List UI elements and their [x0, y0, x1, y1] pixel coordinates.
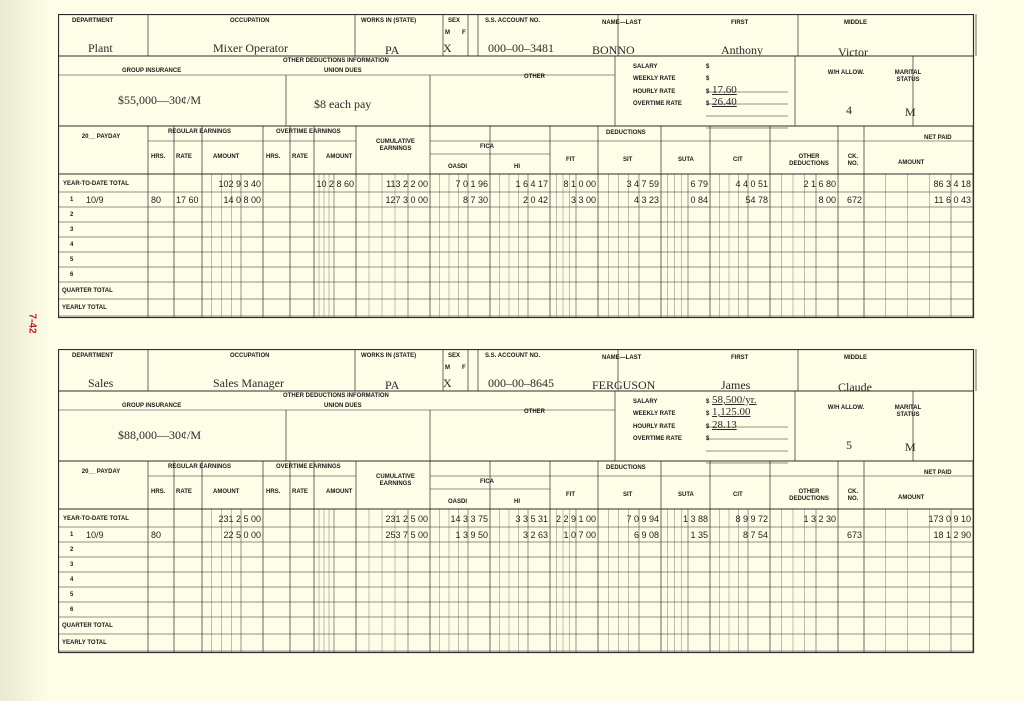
dollar-sign: $ [706, 411, 710, 417]
sex-f-label: F [462, 30, 466, 36]
first-label: FIRST [731, 355, 749, 361]
other-deductions-label: OTHER DEDUCTIONS [789, 154, 829, 167]
ss-label: S.S. ACCOUNT NO. [485, 353, 541, 359]
net-paid-label: NET PAID [924, 470, 952, 476]
dollar-sign: $ [706, 399, 710, 405]
salary-label: SALARY [633, 64, 658, 70]
ytd-total-label: YEAR-TO-DATE TOTAL [63, 516, 129, 522]
sex-mark: X [443, 376, 452, 390]
payday-label: 20__ PAYDAY [81, 134, 121, 140]
amount-label: AMOUNT [213, 154, 240, 160]
row1-oasdi: 1 3 9 50 [455, 530, 488, 540]
marital-status-label: MARITAL STATUS [894, 70, 922, 83]
oasdi-label: OASDI [448, 499, 468, 505]
ytd-ot-amount: 10 2 8 60 [316, 179, 354, 189]
occupation-value: Sales Manager [213, 376, 284, 390]
ytd-fit: 2 2 9 1 00 [555, 514, 596, 524]
row-number-6: 6 [70, 607, 74, 613]
earnings-record-card-1 [58, 14, 980, 319]
dollar-sign: $ [706, 76, 710, 82]
sit-label: SIT [623, 492, 633, 498]
fica-label: FICA [480, 479, 494, 485]
group-insurance-label: GROUP INSURANCE [122, 68, 182, 74]
hourly-rate-value: 28.13 [712, 419, 737, 431]
ytd-cumulative: 231 2 5 00 [385, 514, 428, 524]
row1-cumulative: 253 7 5 00 [385, 530, 428, 540]
group-insurance-value: $55,000—30¢/M [118, 93, 202, 107]
overtime-rate-label: OVERTIME RATE [633, 436, 682, 442]
occupation-label: OCCUPATION [230, 18, 270, 24]
department-value: Sales [88, 376, 114, 390]
row1-sit: 6 9 08 [633, 530, 659, 540]
row1-ck: 672 [846, 195, 862, 205]
dollar-sign: $ [706, 101, 710, 107]
occupation-label: OCCUPATION [230, 353, 270, 359]
ytd-cumulative: 113 2 2 00 [386, 179, 428, 189]
payday-label: 20__ PAYDAY [81, 469, 121, 475]
row-number-2: 2 [70, 212, 74, 218]
works-in-value: PA [385, 378, 400, 392]
row-number-3: 3 [70, 227, 74, 233]
salary-label: SALARY [633, 399, 658, 405]
net-amount-label: AMOUNT [898, 160, 925, 166]
row1-fit: 3 3 00 [570, 195, 596, 205]
hourly-rate-label: HOURLY RATE [633, 89, 676, 95]
sex-m-label: M [445, 365, 450, 371]
marital-status-value: M [905, 105, 916, 119]
dollar-sign: $ [706, 89, 710, 95]
union-dues-label: UNION DUES [324, 403, 362, 409]
group-insurance-label: GROUP INSURANCE [122, 403, 182, 409]
net-amount-label: AMOUNT [898, 495, 925, 501]
row1-reg-amount: 22 5 0 00 [223, 530, 261, 540]
ck-no-label: CK. NO. [847, 489, 859, 502]
ytd-cit: 8 9 9 72 [735, 514, 768, 524]
row1-cumulative: 127 3 0 00 [385, 195, 428, 205]
overtime-rate-label: OVERTIME RATE [633, 101, 682, 107]
hi-label: HI [514, 164, 520, 170]
hrs-label: HRS. [151, 154, 166, 160]
row1-fit: 1 0 7 00 [563, 530, 596, 540]
cit-label: CIT [733, 157, 743, 163]
fit-label: FIT [566, 492, 575, 498]
ytd-total-label: YEAR-TO-DATE TOTAL [63, 181, 129, 187]
cumulative-earnings-label: CUMULATIVE EARNINGS [376, 139, 415, 152]
ot-hrs-label: HRS. [266, 489, 281, 495]
row-number-1: 1 [70, 197, 74, 203]
quarter-total-label: QUARTER TOTAL [62, 288, 113, 294]
other-label: OTHER [524, 74, 545, 80]
row1-rate: 17 60 [176, 195, 199, 205]
middle-label: MIDDLE [844, 20, 867, 26]
rate-label: RATE [176, 154, 192, 160]
marital-status-label: MARITAL STATUS [894, 405, 922, 418]
fit-label: FIT [566, 157, 575, 163]
row1-ck: 673 [846, 530, 862, 540]
suta-label: SUTA [678, 492, 694, 498]
ytd-oasdi: 14 3 3 75 [450, 514, 488, 524]
row-number-4: 4 [70, 577, 74, 583]
row-number-4: 4 [70, 242, 74, 248]
row1-hrs: 80 [151, 530, 162, 540]
fica-label: FICA [480, 144, 494, 150]
union-dues-value: $8 each pay [314, 97, 372, 111]
row1-payday: 10/9 [86, 195, 104, 205]
row-number-5: 5 [70, 592, 74, 598]
cit-label: CIT [733, 492, 743, 498]
yearly-total-label: YEARLY TOTAL [62, 305, 107, 311]
row-number-5: 5 [70, 257, 74, 263]
regular-earnings-label: REGULAR EARNINGS [168, 464, 232, 470]
hourly-rate-label: HOURLY RATE [633, 424, 676, 430]
row1-reg-amount: 14 0 8 00 [223, 195, 261, 205]
deductions-label: DEDUCTIONS [606, 130, 646, 136]
last-name-value: BONNO [592, 43, 635, 57]
ytd-sit: 7 0 9 94 [626, 514, 659, 524]
first-label: FIRST [731, 20, 749, 26]
ot-rate-label: RATE [292, 489, 308, 495]
salary-value: 58,500/yr. [712, 394, 757, 406]
other-label: OTHER [524, 409, 545, 415]
row1-net: 18 1 2 90 [933, 530, 971, 540]
occupation-value: Mixer Operator [213, 41, 288, 55]
row-number-1: 1 [70, 532, 74, 538]
row-number-2: 2 [70, 547, 74, 553]
weekly-rate-label: WEEKLY RATE [633, 76, 676, 82]
wh-allow-value: 5 [846, 438, 852, 452]
earnings-record-card-2 [58, 349, 980, 654]
weekly-rate-label: WEEKLY RATE [633, 411, 676, 417]
group-insurance-value: $88,000—30¢/M [118, 428, 202, 442]
row1-hi: 3 2 63 [522, 530, 548, 540]
row1-suta: 1 35 [690, 530, 708, 540]
sex-mark: X [443, 41, 452, 55]
row1-net: 11 6 0 43 [934, 195, 971, 205]
row1-hi: 2 0 42 [522, 195, 548, 205]
ytd-hi: 1 6 4 17 [515, 179, 548, 189]
row1-other-ded: 8 00 [818, 195, 836, 205]
ck-no-label: CK. NO. [847, 154, 859, 167]
hi-label: HI [514, 499, 520, 505]
ot-amount-label: AMOUNT [326, 154, 353, 160]
row1-cit: 8 7 54 [742, 530, 768, 540]
ot-rate-label: RATE [292, 154, 308, 160]
hrs-label: HRS. [151, 489, 166, 495]
page-tab-label: 7-42 [26, 313, 38, 334]
ytd-oasdi: 7 0 1 96 [455, 179, 488, 189]
regular-earnings-label: REGULAR EARNINGS [168, 129, 232, 135]
middle-label: MIDDLE [844, 355, 867, 361]
ss-value: 000–00–3481 [488, 41, 554, 55]
deductions-label: DEDUCTIONS [606, 465, 646, 471]
hourly-rate-value: 17.60 [712, 84, 737, 96]
ytd-reg-amount: 102 9 3 40 [218, 179, 261, 189]
overtime-rate-value: 26.40 [712, 96, 737, 108]
ytd-suta: 6 79 [690, 179, 708, 189]
ytd-other-ded: 1 3 2 30 [803, 514, 836, 524]
wh-allow-label: W/H ALLOW. [827, 70, 865, 76]
oasdi-label: OASDI [448, 164, 468, 170]
works-in-label: WORKS IN (STATE) [361, 353, 417, 359]
works-in-value: PA [385, 43, 400, 57]
row1-oasdi: 8 7 30 [462, 195, 488, 205]
ytd-suta: 1 3 88 [682, 514, 708, 524]
ytd-cit: 4 4 0 51 [735, 179, 768, 189]
department-value: Plant [88, 41, 113, 55]
name-last-label: NAME—LAST [602, 20, 642, 26]
department-label: DEPARTMENT [72, 353, 114, 359]
yearly-total-label: YEARLY TOTAL [62, 640, 107, 646]
first-name-value: Anthony [721, 43, 763, 57]
weekly-rate-value: 1,125.00 [712, 406, 751, 418]
ss-value: 000–00–8645 [488, 376, 554, 390]
dollar-sign: $ [706, 436, 710, 442]
middle-name-value: Victor [838, 45, 868, 59]
ytd-reg-amount: 231 2 5 00 [218, 514, 261, 524]
sex-m-label: M [445, 30, 450, 36]
ytd-other-ded: 2 1 6 80 [803, 179, 836, 189]
ytd-sit: 3 4 7 59 [626, 179, 659, 189]
ytd-hi: 3 3 5 31 [515, 514, 548, 524]
row-number-6: 6 [70, 272, 74, 278]
dollar-sign: $ [706, 64, 710, 70]
row1-sit: 4 3 23 [633, 195, 659, 205]
cumulative-earnings-label: CUMULATIVE EARNINGS [376, 474, 415, 487]
sex-label: SEX [448, 353, 461, 359]
page-binding-shadow [0, 0, 50, 701]
ot-amount-label: AMOUNT [326, 489, 353, 495]
row-number-3: 3 [70, 562, 74, 568]
ytd-net: 173 0 9 10 [928, 514, 971, 524]
ytd-net: 86 3 4 18 [933, 179, 971, 189]
amount-label: AMOUNT [213, 489, 240, 495]
overtime-earnings-label: OVERTIME EARNINGS [276, 464, 341, 470]
other-deductions-info-label: OTHER DEDUCTIONS INFORMATION [283, 58, 389, 64]
row1-suta: 0 84 [690, 195, 708, 205]
row1-cit: 54 78 [745, 195, 768, 205]
net-paid-label: NET PAID [924, 135, 952, 141]
suta-label: SUTA [678, 157, 694, 163]
ss-label: S.S. ACCOUNT NO. [485, 18, 541, 24]
row1-hrs: 80 [151, 195, 162, 205]
wh-allow-value: 4 [846, 103, 852, 117]
first-name-value: James [721, 378, 751, 392]
quarter-total-label: QUARTER TOTAL [62, 623, 113, 629]
dollar-sign: $ [706, 424, 710, 430]
rate-label: RATE [176, 489, 192, 495]
row1-payday: 10/9 [86, 530, 104, 540]
ytd-fit: 8 1 0 00 [563, 179, 596, 189]
other-deductions-label: OTHER DEDUCTIONS [789, 489, 829, 502]
wh-allow-label: W/H ALLOW. [827, 405, 865, 411]
name-last-label: NAME—LAST [602, 355, 642, 361]
last-name-value: FERGUSON [592, 378, 656, 392]
sit-label: SIT [623, 157, 633, 163]
sex-label: SEX [448, 18, 461, 24]
union-dues-label: UNION DUES [324, 68, 362, 74]
department-label: DEPARTMENT [72, 18, 114, 24]
works-in-label: WORKS IN (STATE) [361, 18, 417, 24]
sex-f-label: F [462, 365, 466, 371]
marital-status-value: M [905, 440, 916, 454]
other-deductions-info-label: OTHER DEDUCTIONS INFORMATION [283, 393, 389, 399]
overtime-earnings-label: OVERTIME EARNINGS [276, 129, 341, 135]
ot-hrs-label: HRS. [266, 154, 281, 160]
middle-name-value: Claude [838, 380, 872, 394]
